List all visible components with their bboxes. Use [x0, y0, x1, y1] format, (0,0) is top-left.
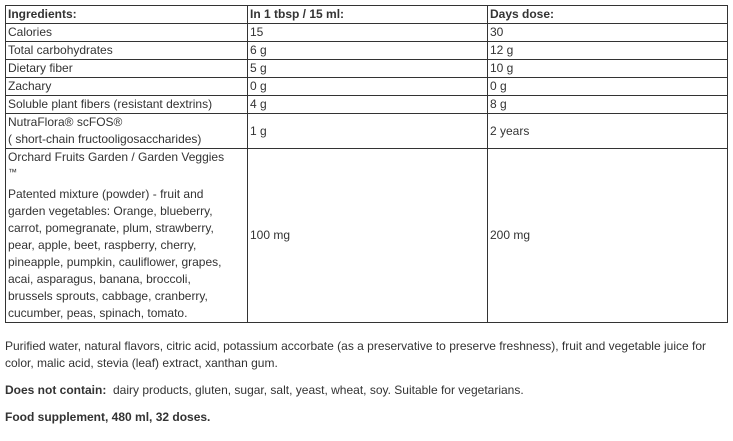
per-tbsp-value: 15 [248, 24, 488, 42]
supplement-text: Food supplement, 480 ml, 32 doses. [5, 410, 211, 424]
ingredient-name: Total carbohydrates [6, 42, 248, 60]
ingredient-name: Zachary [6, 78, 248, 96]
ingredient-description-line: brussels sprouts, cabbage, cranberry, [8, 289, 208, 303]
trademark-mark: ™ [8, 167, 17, 177]
table-row [6, 114, 728, 149]
ingredient-description-line: garden vegetables: Orange, blueberry, [8, 204, 213, 218]
composition-text: Purified water, natural flavors, citric acid, potassium accorbate (as a preservative to preserve freshness), fruit and vegetable juice for color, malic acid, stevia (leaf) extract, xanthan gum. [5, 339, 706, 370]
ingredient-name: Dietary fiber [6, 60, 248, 78]
ingredient-name-line: ( short-chain fructooligosaccharides) [8, 132, 202, 146]
table-row [6, 78, 728, 96]
header-ingredients: Ingredients: [6, 6, 248, 24]
exclusions-label: Does not contain: [5, 383, 107, 397]
daily-dose-value: 0 g [488, 78, 728, 96]
daily-dose-value: 30 [488, 24, 728, 42]
header-daily-dose: Days dose: [488, 6, 728, 24]
table-row [6, 24, 728, 42]
ingredient-description-line: cucumber, peas, spinach, tomato. [8, 306, 188, 320]
per-tbsp-value: 100 mg [248, 149, 488, 323]
table-header-row [6, 6, 728, 24]
ingredient-description-line: pear, apple, beet, raspberry, cherry, [8, 238, 197, 252]
ingredient-name: Soluble plant fibers (resistant dextrins) [6, 96, 248, 114]
ingredient-description-line: Patented mixture (powder) - fruit and [8, 187, 204, 201]
ingredient-name-line: NutraFlora® scFOS® [8, 115, 123, 129]
ingredient-name [6, 149, 248, 323]
table-row [6, 60, 728, 78]
table-row [6, 42, 728, 60]
per-tbsp-value: 1 g [248, 114, 488, 149]
exclusions-note [5, 382, 727, 399]
ingredient-name: Calories [6, 24, 248, 42]
per-tbsp-value: 5 g [248, 60, 488, 78]
daily-dose-value: 10 g [488, 60, 728, 78]
exclusions-text: dairy products, gluten, sugar, salt, yeast, wheat, soy. Suitable for vegetarians. [106, 383, 524, 397]
table-row [6, 96, 728, 114]
daily-dose-value: 2 years [488, 114, 728, 149]
ingredient-description-line: carrot, pomegranate, plum, strawberry, [8, 221, 214, 235]
daily-dose-value: 8 g [488, 96, 728, 114]
ingredient-description-line: acai, asparagus, banana, broccoli, [8, 272, 191, 286]
header-per-tbsp: In 1 tbsp / 15 ml: [248, 6, 488, 24]
per-tbsp-value: 4 g [248, 96, 488, 114]
per-tbsp-value: 6 g [248, 42, 488, 60]
table-row [6, 149, 728, 323]
nutrition-table [5, 5, 728, 323]
daily-dose-value: 12 g [488, 42, 728, 60]
per-tbsp-value: 0 g [248, 78, 488, 96]
ingredient-description-line: pineapple, pumpkin, cauliflower, grapes, [8, 255, 222, 269]
daily-dose-value: 200 mg [488, 149, 728, 323]
supplement-info [5, 409, 727, 426]
ingredient-name [6, 114, 248, 149]
ingredient-title: Orchard Fruits Garden / Garden Veggies [8, 150, 225, 164]
